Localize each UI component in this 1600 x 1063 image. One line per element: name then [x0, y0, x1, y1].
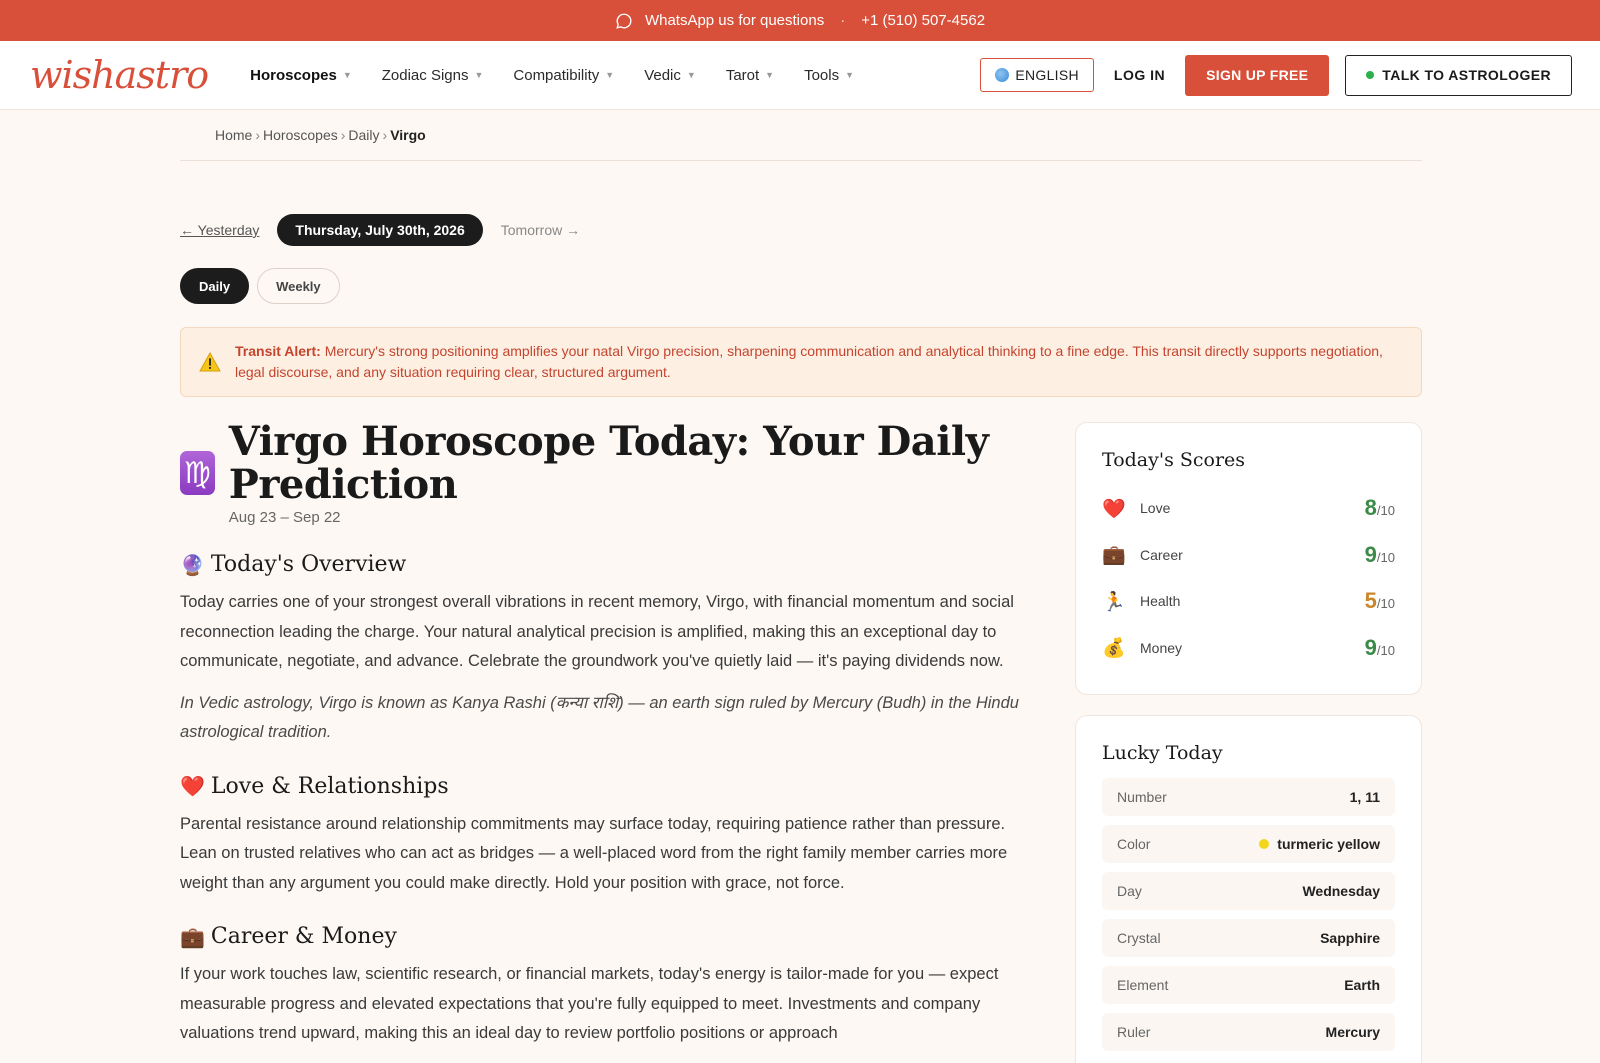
- alert-label: Transit Alert:: [235, 343, 321, 359]
- nav-item-horoscopes[interactable]: [250, 67, 352, 84]
- tomorrow-link[interactable]: Tomorrow →: [500, 222, 581, 238]
- nav-actions: [980, 55, 1572, 96]
- tab-weekly[interactable]: Weekly: [257, 268, 340, 304]
- overview-text: Today carries one of your strongest overall vibrations in recent memory, Virgo, with financial momentum and social reconnection leading the charge. Your natural analytical precision is amplified, making this an exceptional day to communicate, negotiate, and advance. Celebrate the groundwork you've quietly laid — it's paying dividends now.: [180, 593, 1014, 670]
- breadcrumb-separator: ›: [382, 127, 388, 143]
- love-text: Parental resistance around relationship commitments may surface today, requiring patience rather than pressure. Lean on trusted relatives who can act as bridges — a well-placed word from the right family member carries more weight than any argument you could make directly. Hold your position with grace, not force.: [180, 814, 1008, 892]
- career-text: If your work touches law, scientific research, or financial markets, today's energy is tailor-made for you — expect measurable progress and elevated expectations that you're fully equipped to meet. Investments and company valuations trend upward, making this an ideal day to review portfolio positions or approach: [180, 965, 999, 1042]
- briefcase-icon: 💼: [180, 924, 205, 949]
- score-value: [1365, 588, 1395, 614]
- score-label: Money: [1140, 639, 1183, 656]
- score-label: Career: [1140, 546, 1183, 563]
- nav-item-compatibility[interactable]: [513, 67, 614, 84]
- lucky-row-crystal: [1102, 919, 1395, 957]
- breadcrumb-home[interactable]: Home: [215, 127, 253, 143]
- breadcrumb: [215, 127, 426, 143]
- alert-text: [235, 341, 1403, 383]
- nav-item-label: Tarot: [725, 66, 760, 84]
- login-button[interactable]: LOG IN: [1113, 67, 1166, 83]
- nav-item-label: Tools: [804, 66, 840, 84]
- phone-link[interactable]: +1 (510) 507-4562: [861, 12, 986, 29]
- globe-icon: [995, 68, 1009, 82]
- nav-item-tools[interactable]: [804, 67, 854, 84]
- score-value: [1365, 542, 1395, 568]
- score-value: [1365, 635, 1395, 661]
- page-title: Virgo Horoscope Today: Your Daily Prediction: [228, 418, 989, 508]
- score-value: [1365, 495, 1395, 521]
- breadcrumb-current: Virgo: [390, 127, 426, 143]
- lucky-row-number: [1102, 778, 1395, 816]
- separator-dot: ·: [840, 12, 846, 29]
- lucky-row-element: [1102, 966, 1395, 1004]
- breadcrumb-horoscopes[interactable]: Horoscopes: [263, 127, 338, 143]
- runner-icon: 🏃: [1102, 590, 1126, 613]
- score-out-of: /10: [1376, 549, 1395, 565]
- lucky-row-ruler: [1102, 1013, 1395, 1051]
- caret-down-icon: ▼: [765, 70, 775, 80]
- score-label: Health: [1140, 593, 1181, 610]
- score-number: 5: [1364, 588, 1377, 614]
- main-content: [180, 420, 1020, 1049]
- lucky-key: Element: [1117, 977, 1169, 993]
- lucky-value: Mercury: [1325, 1024, 1380, 1040]
- tab-daily[interactable]: Daily: [180, 268, 249, 304]
- nav-item-tarot[interactable]: [726, 67, 774, 84]
- caret-down-icon: ▼: [845, 70, 855, 80]
- lucky-value: Sapphire: [1320, 930, 1380, 946]
- language-button[interactable]: [980, 58, 1094, 92]
- yesterday-link[interactable]: ← Yesterday: [180, 222, 260, 238]
- score-number: 8: [1364, 495, 1377, 521]
- career-heading: [180, 924, 1020, 949]
- score-number: 9: [1364, 541, 1377, 567]
- nav-item-label: Vedic: [644, 66, 681, 84]
- signup-button[interactable]: SIGN UP FREE: [1185, 55, 1329, 96]
- lucky-row-day: [1102, 872, 1395, 910]
- crystal-ball-icon: 🔮: [180, 552, 205, 577]
- lucky-key: Color: [1117, 836, 1151, 852]
- lucky-value: 1, 11: [1349, 789, 1380, 805]
- lucky-value: turmeric yellow: [1277, 836, 1380, 852]
- talk-to-astrologer-button[interactable]: [1345, 55, 1572, 96]
- logo[interactable]: wishastro: [30, 53, 209, 97]
- score-number: 9: [1364, 634, 1377, 660]
- alert-message: Mercury's strong positioning amplifies your natal Virgo precision, sharpening communication and analytical thinking to a fine edge. This transit directly supports negotiation, legal discourse, and any situation requiring clear, structured argument.: [235, 343, 1383, 380]
- color-swatch: [1259, 839, 1269, 849]
- breadcrumb-separator: ›: [340, 127, 346, 143]
- virgo-sign-icon: ♍: [180, 451, 215, 495]
- lucky-title: Lucky Today: [1102, 742, 1223, 764]
- scores-card: [1075, 422, 1422, 695]
- overview-heading: [180, 552, 1020, 577]
- score-row-career: [1102, 532, 1395, 579]
- lucky-value-wrap: [1350, 789, 1380, 805]
- period-tabs: [180, 268, 340, 304]
- lucky-key: Crystal: [1117, 930, 1161, 946]
- heading-text: Today's Overview: [210, 552, 407, 577]
- breadcrumb-separator: ›: [255, 127, 261, 143]
- caret-down-icon: ▼: [686, 70, 696, 80]
- current-date: Thursday, July 30th, 2026: [277, 214, 482, 246]
- score-row-money: [1102, 625, 1395, 672]
- talk-label: TALK TO ASTROLOGER: [1382, 67, 1551, 83]
- main-nav: [0, 41, 1600, 110]
- nav-item-label: Horoscopes: [250, 66, 337, 84]
- score-out-of: /10: [1376, 503, 1395, 519]
- lucky-value-wrap: [1259, 836, 1380, 852]
- announcement-bar: [0, 0, 1600, 41]
- briefcase-icon: 💼: [1102, 544, 1126, 567]
- online-status-icon: [1366, 71, 1374, 79]
- breadcrumb-daily[interactable]: Daily: [348, 127, 380, 143]
- lucky-value: Earth: [1344, 977, 1380, 993]
- lucky-value-wrap: [1326, 1024, 1380, 1040]
- love-heading: [180, 774, 1020, 799]
- lucky-value: Wednesday: [1302, 883, 1380, 899]
- nav-item-label: Compatibility: [513, 66, 600, 84]
- score-out-of: /10: [1376, 596, 1395, 612]
- nav-item-zodiac-signs[interactable]: [382, 67, 484, 84]
- transit-alert: [180, 327, 1422, 397]
- heart-icon: ❤️: [180, 774, 205, 798]
- caret-down-icon: ▼: [605, 70, 615, 80]
- score-label: Love: [1140, 500, 1171, 517]
- heading-text: Career & Money: [210, 924, 397, 949]
- score-out-of: /10: [1376, 642, 1395, 658]
- lucky-key: Day: [1117, 883, 1142, 899]
- lucky-value-wrap: [1302, 883, 1380, 899]
- whatsapp-icon: [615, 12, 633, 30]
- lucky-value-wrap: [1320, 930, 1380, 946]
- score-row-love: [1102, 485, 1395, 532]
- score-list: [1102, 485, 1395, 671]
- lucky-key: Number: [1117, 789, 1167, 805]
- lucky-list: [1102, 778, 1395, 1051]
- money-bag-icon: 💰: [1102, 637, 1126, 660]
- whatsapp-link[interactable]: WhatsApp us for questions: [644, 12, 825, 29]
- caret-down-icon: ▼: [474, 70, 484, 80]
- lucky-value-wrap: [1344, 977, 1380, 993]
- scores-title: Today's Scores: [1102, 449, 1246, 471]
- lucky-row-color: [1102, 825, 1395, 863]
- caret-down-icon: ▼: [342, 70, 352, 80]
- nav-menu: [250, 67, 854, 84]
- nav-item-vedic[interactable]: [644, 67, 696, 84]
- lucky-card: [1075, 715, 1422, 1063]
- lucky-key: Ruler: [1117, 1024, 1151, 1040]
- date-range: Aug 23 – Sep 22: [228, 509, 341, 526]
- warning-icon: [199, 352, 221, 372]
- date-navigation: [180, 214, 580, 246]
- language-label: ENGLISH: [1015, 67, 1079, 83]
- score-row-health: [1102, 578, 1395, 625]
- heading-text: Love & Relationships: [210, 773, 449, 799]
- vedic-note: In Vedic astrology, Virgo is known as Kanya Rashi (कन्या राशि) — an earth sign ruled by Mercury (Budh) in the Hindu astrological tradition.: [180, 693, 1019, 741]
- title-row: [180, 420, 1020, 526]
- heart-icon: ❤️: [1102, 497, 1126, 520]
- header-divider: [180, 160, 1422, 161]
- nav-item-label: Zodiac Signs: [381, 66, 469, 84]
